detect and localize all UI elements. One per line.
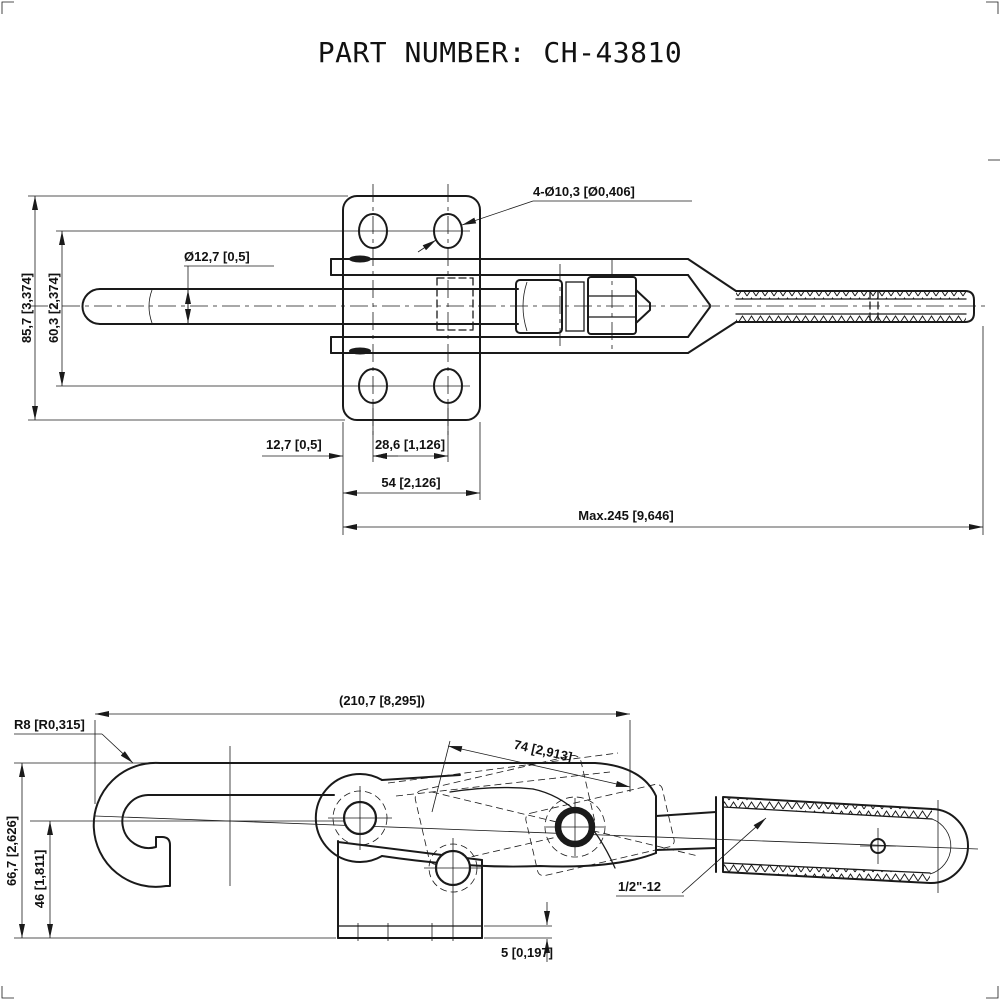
dim-overall-height: 66,7 [2,626] (4, 815, 19, 887)
hex-nut (588, 277, 650, 334)
phantom-outlines (333, 753, 698, 892)
dim-plate-thickness: 5 [0,197] (500, 945, 553, 960)
dim-hook-height: 46 [1,811] (32, 849, 47, 909)
mounting-holes (359, 214, 462, 403)
dim-plate-height: 85,7 [3,374] (19, 272, 34, 344)
part-number-title: PART NUMBER: CH-43810 (317, 36, 683, 69)
dim-rod-diameter: Ø12,7 [0,5] (184, 249, 250, 264)
dim-max-length: Max.245 [9,646] (578, 508, 674, 523)
dim-hole-callout: 4-Ø10,3 [Ø0,406] (533, 184, 635, 199)
threaded-rod (736, 291, 974, 322)
dim-hole-edge-offset: 12,7 [0,5] (266, 437, 322, 452)
dim-plate-width: 54 [2,126] (381, 475, 441, 490)
side-view (4, 693, 978, 962)
top-view (19, 184, 988, 535)
dim-hook-radius: R8 [R0,315] (14, 717, 85, 732)
dim-overall-length: (210,7 [8,295]) (339, 693, 425, 708)
handle-grip (716, 797, 968, 883)
weld-marks (349, 256, 371, 355)
clamp-rod (83, 289, 519, 324)
centerlines-top (30, 184, 988, 436)
collar (516, 280, 584, 333)
dim-arm-length: 74 [2,913] (512, 736, 574, 765)
dimensions-side (4, 693, 766, 962)
hidden-rod-hole (437, 278, 473, 330)
dim-thread-spec: 1/2"-12 (618, 879, 662, 894)
dimensions-top (19, 184, 983, 535)
dim-hole-spacing-vertical: 60,3 [2,374] (46, 272, 61, 344)
dim-hole-spacing-horizontal: 28,6 [1,126] (374, 437, 446, 452)
mounting-plate (56, 196, 480, 420)
